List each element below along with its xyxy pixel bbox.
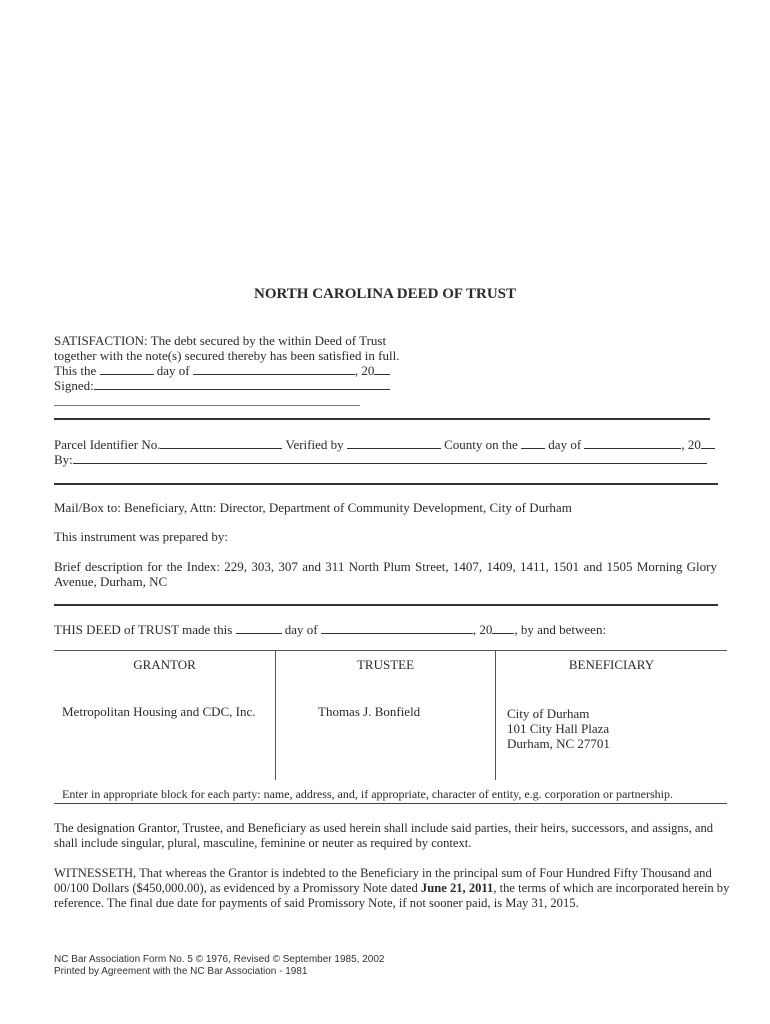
trustee-name: Thomas J. Bonfield bbox=[318, 704, 421, 719]
signed-label: Signed: bbox=[54, 378, 94, 393]
section-rule bbox=[54, 418, 710, 420]
satisfaction-day-blank[interactable] bbox=[100, 363, 154, 375]
signature-blank[interactable] bbox=[94, 378, 390, 390]
deed-day-of-label: day of bbox=[284, 622, 318, 637]
beneficiary-header: BENEFICIARY bbox=[568, 657, 655, 672]
verified-by-label: Verified by bbox=[285, 437, 344, 452]
deed-made-suffix: , by and between: bbox=[514, 622, 607, 637]
county-on-the-label: County on the bbox=[444, 437, 518, 452]
verified-by-blank[interactable] bbox=[347, 437, 441, 449]
by-line bbox=[54, 452, 707, 467]
beneficiary-address: 101 City Hall Plaza bbox=[507, 721, 610, 736]
grantor-header: GRANTOR bbox=[133, 657, 196, 672]
by-blank[interactable] bbox=[73, 452, 707, 464]
parcel-year-blank[interactable] bbox=[701, 437, 715, 449]
parcel-line bbox=[54, 437, 715, 452]
satisfaction-year-blank[interactable] bbox=[374, 363, 390, 375]
mail-box-to: Mail/Box to: Beneficiary, Attn: Director, Department of Community Development, City of Durham bbox=[54, 500, 572, 515]
by-label: By: bbox=[54, 452, 73, 467]
signature-second-line bbox=[54, 405, 360, 406]
footer-form-number: NC Bar Association Form No. 5 © 1976, Revised © September 1985, 2002 bbox=[54, 954, 385, 965]
county-day-blank[interactable] bbox=[521, 437, 545, 449]
parcel-year-prefix: , 20 bbox=[681, 437, 701, 452]
parcel-month-blank[interactable] bbox=[584, 437, 681, 449]
satisfaction-line2: together with the note(s) secured thereby has been satisfied in full. bbox=[54, 348, 400, 363]
promissory-note-date: June 21, 2011 bbox=[420, 881, 494, 895]
day-of-label: day of bbox=[156, 363, 190, 378]
brief-description-line2: Avenue, Durham, NC bbox=[54, 574, 168, 589]
footer-printed-by: Printed by Agreement with the NC Bar Association - 1981 bbox=[54, 966, 308, 977]
witnesseth-line2-start: 00/100 Dollars ($450,000.00), as evidenced by a Promissory Note dated bbox=[54, 881, 421, 895]
satisfaction-date-line bbox=[54, 363, 390, 378]
section-rule bbox=[54, 604, 718, 606]
deed-made-prefix: THIS DEED of TRUST made this bbox=[54, 622, 233, 637]
prepared-by: This instrument was prepared by: bbox=[54, 529, 229, 544]
witnesseth-line3: reference. The final due date for payments of said Promissory Note, if not sooner paid, is May 31, 2015. bbox=[54, 896, 579, 910]
beneficiary-city-state-zip: Durham, NC 27701 bbox=[507, 736, 610, 751]
beneficiary-name: City of Durham bbox=[507, 706, 590, 721]
deed-year-prefix: , 20 bbox=[472, 622, 493, 637]
designation-line2: shall include singular, plural, masculine, feminine or neuter as required by context. bbox=[54, 836, 472, 850]
section-rule bbox=[54, 483, 718, 485]
satisfaction-line1: SATISFACTION: The debt secured by the within Deed of Trust bbox=[54, 333, 387, 348]
deed-year-blank[interactable] bbox=[492, 622, 514, 634]
parties-table-bottom-border bbox=[54, 803, 727, 804]
signed-line bbox=[54, 378, 390, 393]
document-title: NORTH CAROLINA DEED OF TRUST bbox=[253, 286, 517, 302]
deed-day-blank[interactable] bbox=[236, 622, 282, 634]
grantor-name: Metropolitan Housing and CDC, Inc. bbox=[62, 704, 256, 719]
witnesseth-line2 bbox=[54, 881, 729, 896]
year-prefix-label: , 20 bbox=[354, 363, 375, 378]
deed-month-blank[interactable] bbox=[321, 622, 473, 634]
deed-made-line bbox=[54, 622, 606, 637]
parcel-identifier-label: Parcel Identifier No. bbox=[54, 437, 161, 452]
parties-table-top-border bbox=[54, 650, 727, 651]
parties-instructions: Enter in appropriate block for each party: name, address, and, if appropriate, character of entity, e.g. corporation or partnership. bbox=[62, 787, 673, 801]
this-the-label: This the bbox=[54, 363, 97, 378]
trustee-header: TRUSTEE bbox=[356, 657, 415, 672]
parcel-day-of-label: day of bbox=[548, 437, 582, 452]
witnesseth-line1: WITNESSETH, That whereas the Grantor is indebted to the Beneficiary in the principal sum of Four Hundred Fifty Thousand and bbox=[54, 866, 712, 880]
witnesseth-line2-end: , the terms of which are incorporated herein by bbox=[493, 881, 730, 895]
parcel-identifier-blank[interactable] bbox=[160, 437, 282, 449]
designation-line1: The designation Grantor, Trustee, and Beneficiary as used herein shall include said parties, their heirs, successors, and assigns, and bbox=[54, 821, 714, 835]
satisfaction-month-blank[interactable] bbox=[193, 363, 355, 375]
brief-description-line1: Brief description for the Index: 229, 303, 307 and 311 North Plum Street, 1407, 1409, 1411, 1501 and 1505 Morning Glory bbox=[54, 559, 717, 574]
